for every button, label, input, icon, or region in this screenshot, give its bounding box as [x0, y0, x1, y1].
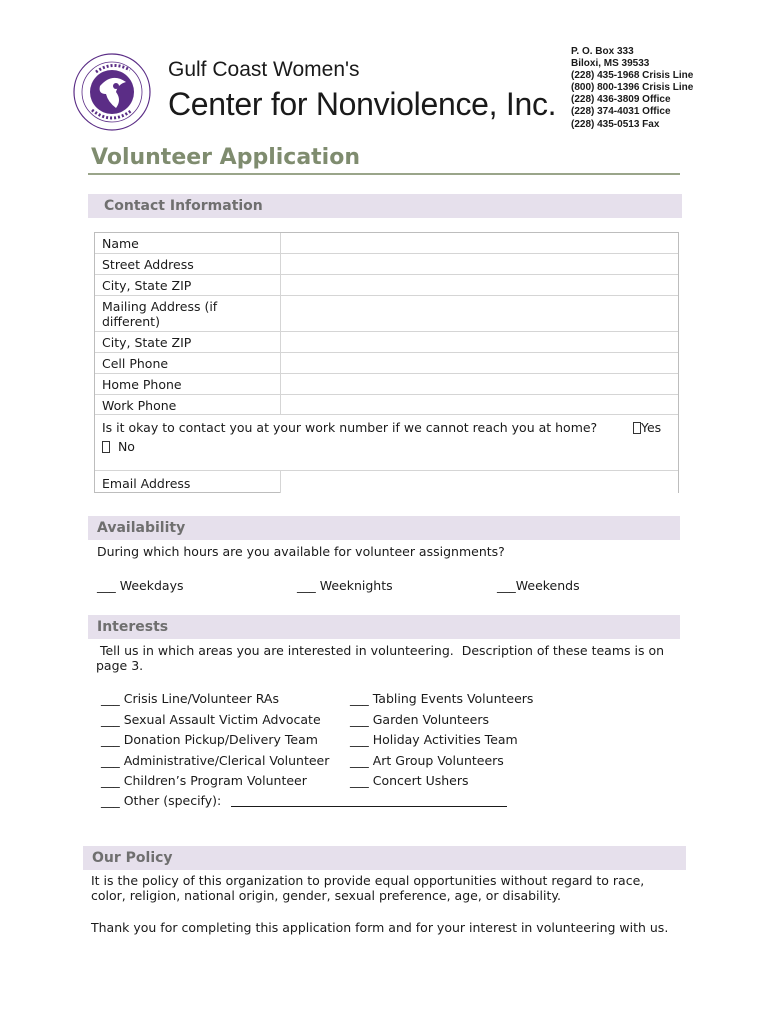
weeknights-option[interactable]: ___ Weeknights [297, 578, 393, 593]
street-address-field[interactable] [280, 254, 678, 274]
interest-option[interactable]: ___ Children’s Program Volunteer [101, 773, 307, 788]
address-block [571, 46, 693, 131]
contact-section-header [88, 194, 682, 218]
policy-section-header [83, 846, 686, 870]
table-row [95, 471, 678, 493]
field-label: Name [102, 236, 139, 251]
address-line: (228) 374-4031 Office [571, 106, 671, 118]
address-line: Biloxi, MS 39533 [571, 58, 650, 70]
table-row [95, 296, 678, 332]
interest-option-other[interactable]: ___ Other (specify): [101, 793, 222, 808]
mailing-address-field[interactable] [280, 296, 678, 331]
work-phone-field[interactable] [280, 395, 678, 414]
interest-option[interactable]: ___ Holiday Activities Team [350, 732, 518, 747]
weekdays-option[interactable]: ___ Weekdays [97, 578, 184, 593]
interest-option[interactable]: ___ Crisis Line/Volunteer RAs [101, 691, 279, 706]
table-row [95, 332, 678, 353]
policy-heading: Our Policy [92, 850, 173, 866]
organization-logo [72, 52, 152, 132]
org-name-line2: Center for Nonviolence, Inc. [168, 86, 557, 122]
field-label: Email Address [102, 476, 191, 491]
field-label: City, State ZIP [102, 278, 192, 293]
policy-text-line2: color, religion, national origin, gender, sexual preference, age, or disability. [91, 888, 561, 903]
work-contact-question: Is it okay to contact you at your work number if we cannot reach you at home? [102, 420, 598, 435]
yes-checkbox[interactable] [633, 422, 641, 434]
interest-option[interactable]: ___ Donation Pickup/Delivery Team [101, 732, 318, 747]
field-label: Mailing Address (if different) [102, 299, 218, 329]
address-line: (228) 435-0513 Fax [571, 118, 660, 130]
interest-option[interactable]: ___ Concert Ushers [350, 773, 469, 788]
interests-prompt-line2: page 3. [96, 658, 144, 673]
address-line: (228) 435-1968 Crisis Line [571, 70, 694, 82]
yes-label: Yes [641, 420, 662, 435]
email-field[interactable] [280, 471, 678, 493]
org-name-line1: Gulf Coast Women's [168, 58, 360, 81]
interest-option[interactable]: ___ Garden Volunteers [350, 712, 489, 727]
interests-prompt-line1: Tell us in which areas you are interested in volunteering. Description of these teams is on [96, 643, 665, 658]
weekends-option[interactable]: ___Weekends [497, 578, 580, 593]
contact-table [94, 232, 679, 493]
no-option[interactable] [102, 439, 135, 454]
field-label: Street Address [102, 257, 194, 272]
availability-heading: Availability [97, 520, 186, 536]
field-label: Work Phone [102, 398, 177, 413]
availability-section-header [88, 516, 680, 540]
cell-phone-field[interactable] [280, 353, 678, 373]
address-line: P. O. Box 333 [571, 46, 634, 57]
yes-option[interactable] [633, 420, 661, 435]
contact-heading: Contact Information [104, 198, 263, 214]
field-label: Cell Phone [102, 356, 169, 371]
interest-option[interactable]: ___ Administrative/Clerical Volunteer [101, 753, 330, 768]
table-row [95, 254, 678, 275]
other-specify-line[interactable] [231, 806, 507, 807]
table-row [95, 233, 678, 254]
field-label: City, State ZIP [102, 335, 192, 350]
table-row [95, 275, 678, 296]
address-line: (228) 436-3809 Office [571, 94, 671, 106]
city-state-zip-field[interactable] [280, 275, 678, 295]
interests-section-header [88, 615, 680, 639]
policy-text-line1: It is the policy of this organization to provide equal opportunities without regard to race, [91, 873, 645, 888]
interest-option[interactable]: ___ Tabling Events Volunteers [350, 691, 534, 706]
no-checkbox[interactable] [102, 441, 110, 453]
interests-heading: Interests [97, 619, 169, 635]
address-line: (800) 800-1396 Crisis Line [571, 82, 694, 94]
work-contact-question-row [95, 415, 678, 471]
interest-option[interactable]: ___ Art Group Volunteers [350, 753, 504, 768]
field-label: Home Phone [102, 377, 182, 392]
home-phone-field[interactable] [280, 374, 678, 394]
page-title: Volunteer Application [91, 145, 360, 170]
table-row [95, 353, 678, 374]
availability-prompt: During which hours are you available for volunteer assignments? [97, 544, 505, 559]
table-row [95, 374, 678, 395]
name-field[interactable] [280, 233, 678, 253]
interest-option[interactable]: ___ Sexual Assault Victim Advocate [101, 712, 321, 727]
mailing-city-state-zip-field[interactable] [280, 332, 678, 352]
no-label: No [117, 439, 135, 454]
title-divider [88, 173, 680, 175]
thank-you-text: Thank you for completing this application form and for your interest in volunteering with us. [91, 920, 669, 935]
table-row [95, 395, 678, 415]
